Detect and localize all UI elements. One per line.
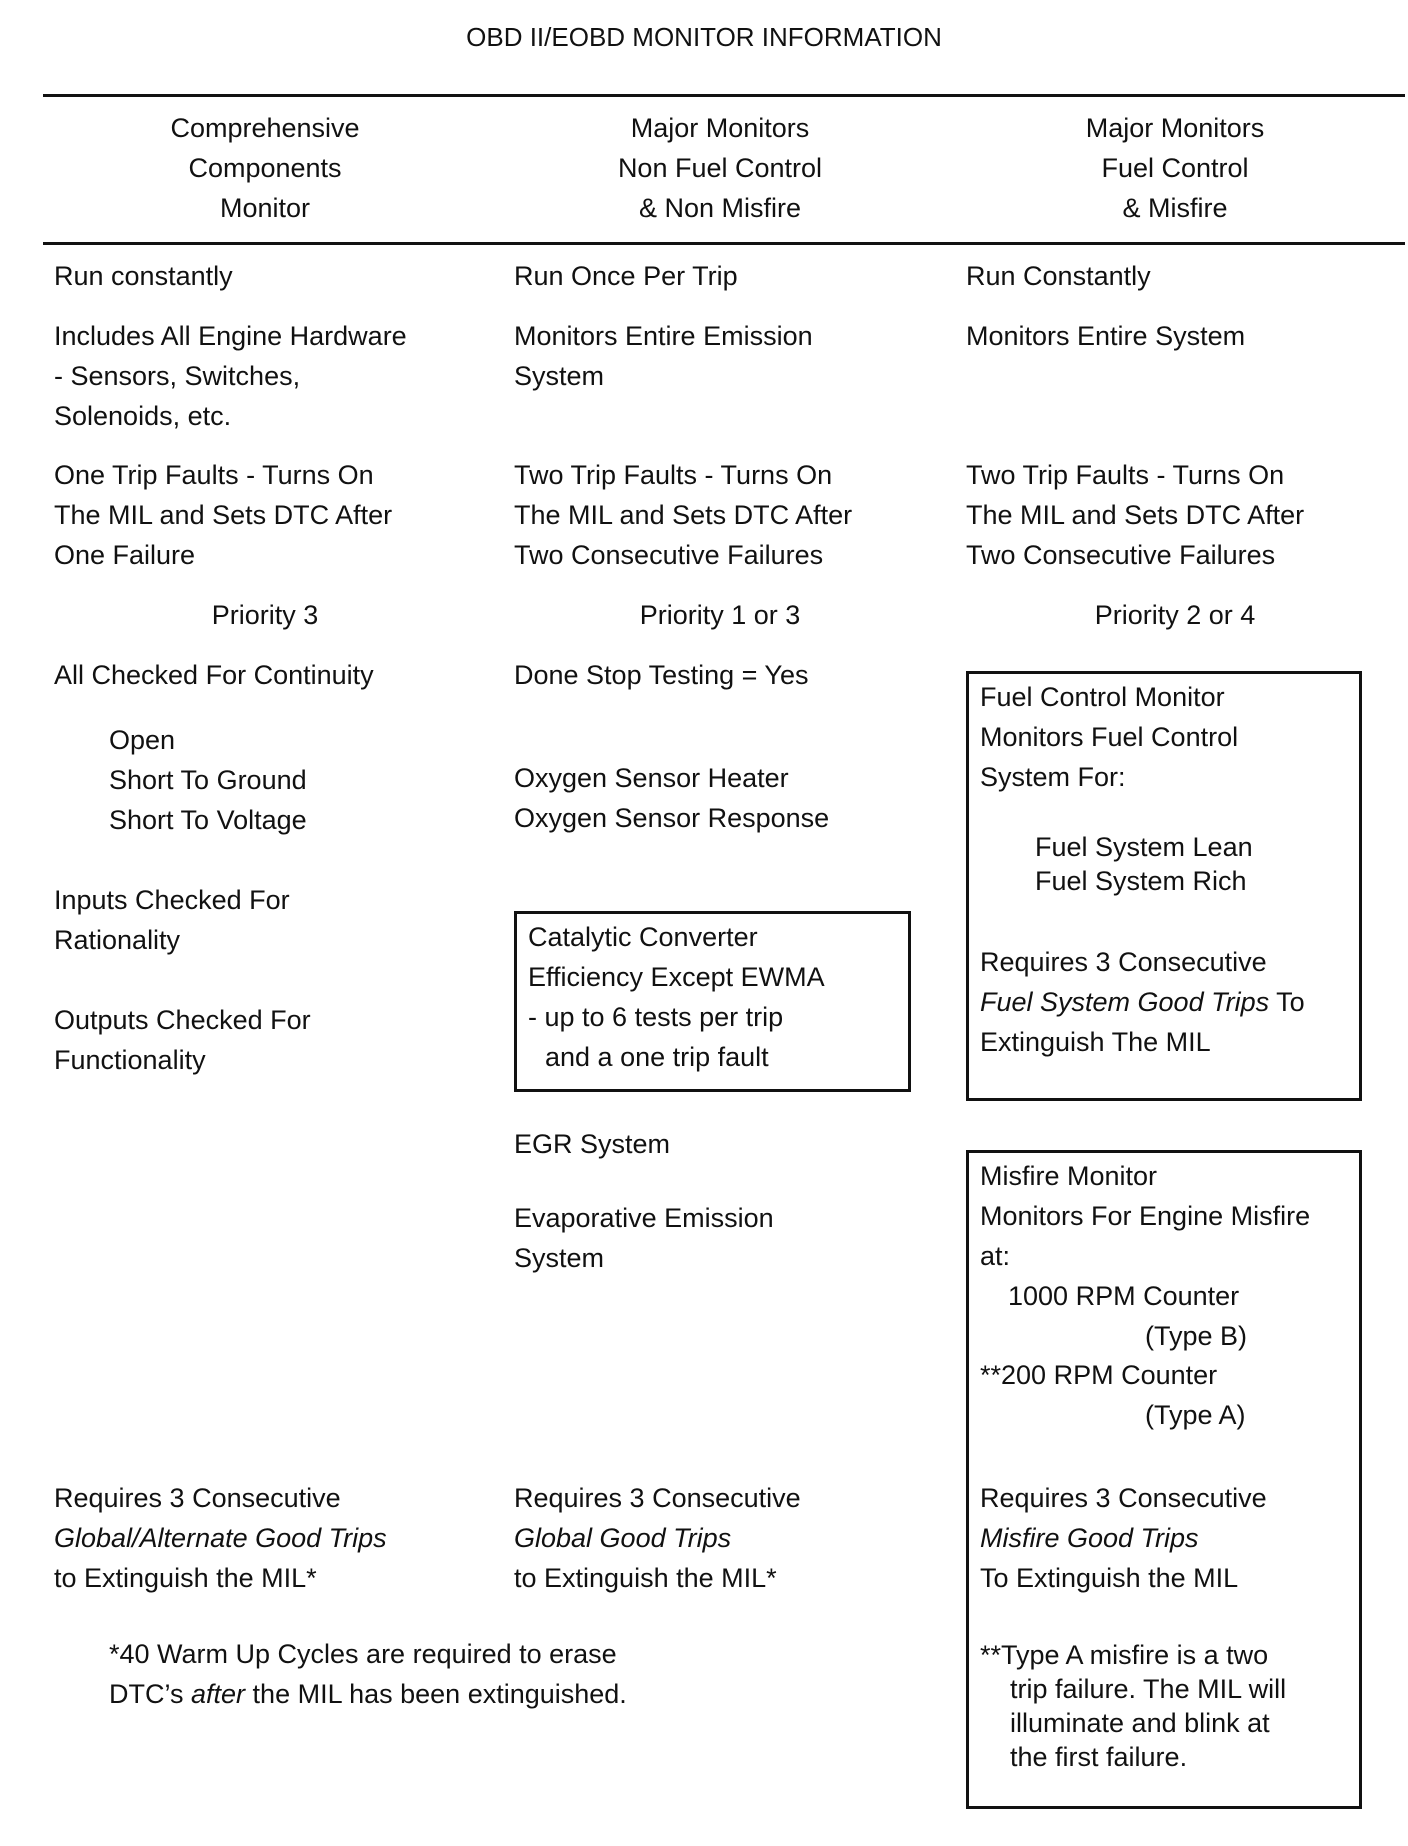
c3-priority: Priority 2 or 4	[1094, 600, 1256, 630]
misfire-type-a: (Type A)	[1145, 1400, 1246, 1430]
c1-inputs: Inputs Checked For Rationality	[54, 885, 290, 955]
c1-run: Run constantly	[54, 261, 233, 291]
c2-oxygen: Oxygen Sensor Heater Oxygen Sensor Response	[514, 763, 830, 833]
c2-requires: Requires 3 Consecutive Global Good Trips to Extinguish the MIL*	[514, 1483, 801, 1593]
misfire-type-a-note: **Type A misfire is a two trip failure. The MIL will illuminate and blink at the first failure.	[980, 1640, 1287, 1772]
column-header-non-fuel: Major Monitors Non Fuel Control & Non Misfire	[617, 113, 823, 223]
c2-faults: Two Trip Faults - Turns On The MIL and Sets DTC After Two Consecutive Failures	[514, 460, 853, 570]
column-header-comprehensive: Comprehensive Components Monitor	[170, 113, 360, 223]
c1-checks-list: Open Short To Ground Short To Voltage	[109, 725, 307, 835]
c2-evap: Evaporative Emission System	[514, 1203, 774, 1273]
header-bottom-rule	[43, 242, 1405, 245]
c1-priority: Priority 3	[211, 600, 319, 630]
c1-outputs: Outputs Checked For Functionality	[54, 1005, 311, 1075]
c1-requires: Requires 3 Consecutive Global/Alternate Good Trips to Extinguish the MIL*	[54, 1483, 387, 1593]
c2-monitors: Monitors Entire Emission System	[514, 321, 813, 391]
c3-faults: Two Trip Faults - Turns On The MIL and Sets DTC After Two Consecutive Failures	[966, 460, 1305, 570]
c1-includes: Includes All Engine Hardware - Sensors, Switches, Solenoids, etc.	[54, 321, 407, 431]
c1-faults: One Trip Faults - Turns On The MIL and Sets DTC After One Failure	[54, 460, 393, 570]
header-top-rule	[43, 94, 1405, 97]
c2-run: Run Once Per Trip	[514, 261, 738, 291]
misfire-1000-counter: 1000 RPM Counter	[1008, 1281, 1240, 1311]
warm-up-footnote: *40 Warm Up Cycles are required to erase DTC’s after the MIL has been extinguished.	[109, 1639, 627, 1709]
column-header-fuel-misfire: Major Monitors Fuel Control & Misfire	[1085, 113, 1265, 223]
page-title: OBD II/EOBD MONITOR INFORMATION	[466, 22, 942, 52]
catalytic-converter-text: Catalytic Converter Efficiency Except EWMA - up to 6 tests per trip and a one trip fault	[528, 922, 825, 1072]
misfire-type-b: (Type B)	[1145, 1321, 1248, 1351]
fuel-system-items: Fuel System Lean Fuel System Rich	[1035, 832, 1253, 896]
fuel-control-heading: Fuel Control Monitor Monitors Fuel Control System For:	[980, 682, 1239, 792]
c2-egr: EGR System	[514, 1129, 671, 1159]
fuel-requires: Requires 3 Consecutive Fuel System Good Trips To Extinguish The MIL	[980, 947, 1305, 1057]
misfire-heading: Misfire Monitor Monitors For Engine Misfire at:	[980, 1161, 1311, 1271]
c2-done: Done Stop Testing = Yes	[514, 660, 809, 690]
misfire-200-counter: **200 RPM Counter	[980, 1360, 1218, 1390]
c3-run: Run Constantly	[966, 261, 1151, 291]
c1-checked: All Checked For Continuity	[54, 660, 374, 690]
c2-priority: Priority 1 or 3	[639, 600, 801, 630]
c3-monitors: Monitors Entire System	[966, 321, 1246, 351]
misfire-requires: Requires 3 Consecutive Misfire Good Trips To Extinguish the MIL	[980, 1483, 1267, 1593]
